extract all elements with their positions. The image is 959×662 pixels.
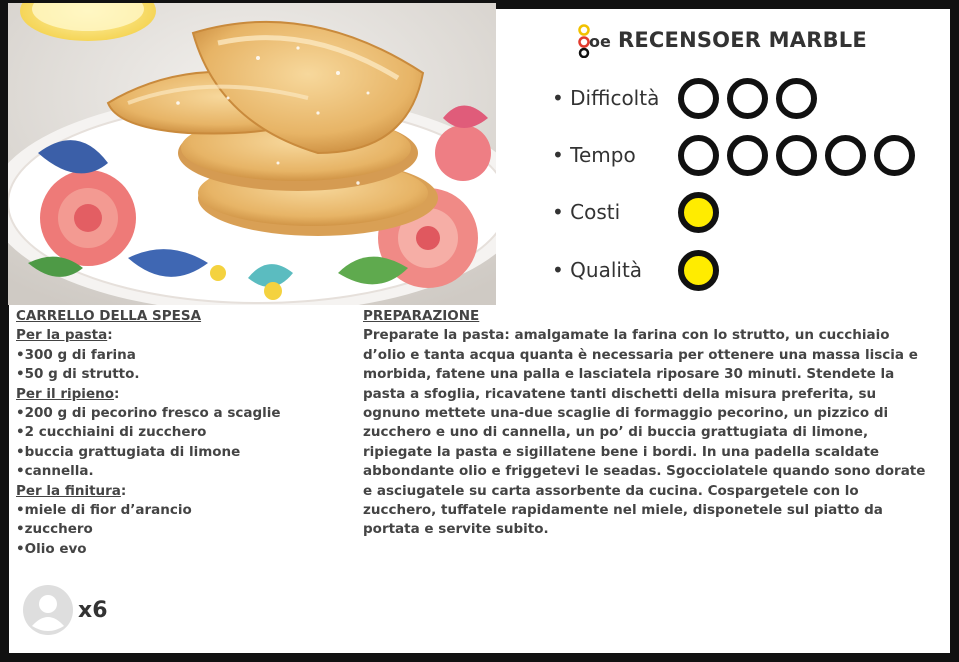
preparation-title: PREPARAZIONE — [363, 308, 480, 324]
rating-label: • Tempo — [552, 143, 636, 167]
rating-label: • Difficoltà — [552, 86, 660, 110]
ingredient: •200 g di pecorino fresco a scaglie — [16, 405, 281, 422]
pasta-heading: Per la pasta — [16, 327, 108, 344]
rating-dots — [678, 192, 719, 233]
rating-dots — [678, 135, 915, 176]
preparation-section — [363, 307, 933, 540]
rating-dot-filled — [678, 250, 719, 291]
rating-label: • Qualità — [552, 258, 643, 282]
rating-difficolta — [552, 76, 817, 120]
rating-dot — [825, 135, 866, 176]
pasta-heading-line: Per la pasta: — [16, 327, 113, 344]
brand-logo-icon — [576, 22, 612, 58]
rating-tempo — [552, 133, 915, 177]
rating-label: • Costi — [552, 200, 621, 224]
servings-count: x6 — [78, 597, 108, 623]
finitura-heading: Per la finitura — [16, 482, 121, 499]
ingredient: •2 cucchiaini di zucchero — [16, 424, 207, 441]
brand-logo-text: oe — [589, 32, 611, 51]
ripieno-heading-line: Per il ripieno: — [16, 385, 120, 402]
brand-header — [576, 22, 867, 58]
shopping-title: CARRELLO DELLA SPESA — [16, 308, 202, 324]
rating-dot — [874, 135, 915, 176]
rating-dot — [776, 78, 817, 119]
brand-title: RECENSOER MARBLE — [618, 28, 867, 52]
person-avatar-icon — [22, 584, 74, 636]
ingredient: •buccia grattugiata di limone — [16, 443, 241, 460]
seadas-illustration — [8, 3, 496, 305]
rating-dot — [727, 78, 768, 119]
rating-costi — [552, 190, 719, 234]
finitura-heading-line: Per la finitura: — [16, 482, 127, 499]
preparation-text: Preparate la pasta: amalgamate la farina con lo strutto, un cucchiaio d’olio e tanta acqua quanta è necessaria per ottenere una massa liscia e morbida, fatene una palla e lasciatela riposare 30 minuti. Stendete la pasta a sfoglia, ricavatene tanti dischetti della misura preferita, su ognuno mettete una-due scaglie di formaggio pecorino, un pizzico di zucchero e uno di cannella, un po’ di buccia grattugiata di limone, ripiegate la pasta e sigillatene bene i bordi. In una padella scaldate abbondante olio e friggetevi le seadas. Sgocciolatele quando sono dorate e asciugatele su carta assorbente da cucina. Cospargetele con lo zucchero, tuffatele rapidamente nel miele, disponetele sul piatto da portata e servite subito. — [363, 327, 926, 538]
ingredient: •zucchero — [16, 521, 93, 538]
recipe-photo — [8, 3, 496, 305]
ingredient: •cannella. — [16, 463, 94, 480]
ingredient: •Olio evo — [16, 540, 87, 557]
rating-dot — [678, 135, 719, 176]
rating-dot — [776, 135, 817, 176]
rating-dots — [678, 78, 817, 119]
ripieno-heading: Per il ripieno — [16, 385, 114, 402]
rating-dot — [727, 135, 768, 176]
ingredient: •50 g di strutto. — [16, 366, 140, 383]
rating-dot — [678, 78, 719, 119]
rating-qualita — [552, 248, 719, 292]
ingredient: •miele di fior d’arancio — [16, 502, 192, 519]
rating-dot-filled — [678, 192, 719, 233]
servings — [22, 584, 108, 636]
shopping-list — [16, 307, 351, 559]
rating-dots — [678, 250, 719, 291]
ingredient: •300 g di farina — [16, 346, 136, 363]
